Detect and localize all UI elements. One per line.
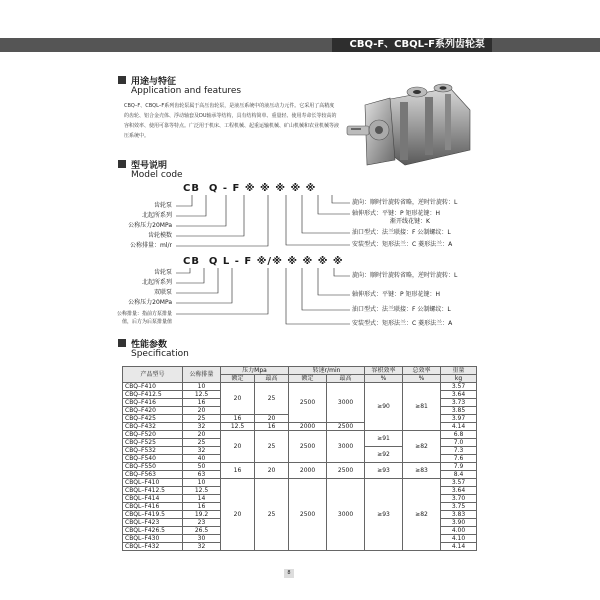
- cbql-model-code: CB Q L - F ※/※ ※ ※ ※ ※: [183, 256, 344, 267]
- cell-vol-eff: ≥93: [365, 463, 403, 479]
- header-rated: 额定: [289, 375, 327, 383]
- cell-model: CBQ–F432: [123, 423, 183, 431]
- cell-model: CBQL–F419.5: [123, 511, 183, 519]
- cbq-left-label: 公称压力20MPa: [128, 222, 172, 229]
- cell-model: CBQL–F432: [123, 543, 183, 551]
- cell-vol-eff: ≥93: [365, 479, 403, 551]
- cell-model: CBQ–F563: [123, 471, 183, 479]
- header-max: 最高: [327, 375, 365, 383]
- cell-vol-eff: ≥92: [365, 447, 403, 463]
- gear-pump-illustration: [345, 80, 475, 175]
- cell-disp: 23: [183, 519, 221, 527]
- table-row: [123, 479, 477, 487]
- cell-weight: 3.64: [441, 391, 477, 399]
- cell-vol-eff: ≥90: [365, 383, 403, 431]
- cell-total-eff: ≥82: [403, 431, 441, 463]
- cbq-left-label: 北起所系列: [141, 212, 172, 219]
- cell-s-max: 2500: [327, 423, 365, 431]
- spec-title-en: Specification: [131, 349, 189, 359]
- cbq-right-label: 渐开线花键：K: [390, 218, 430, 225]
- cell-disp: 20: [183, 407, 221, 415]
- cell-model: CBQ–F425: [123, 415, 183, 423]
- cell-weight: 7.9: [441, 463, 477, 471]
- cbql-left-label: 北起所系列: [141, 279, 172, 286]
- spec-title-zh: 性能参数: [131, 340, 168, 350]
- cell-total-eff: ≥83: [403, 463, 441, 479]
- cell-weight: 3.70: [441, 495, 477, 503]
- header-bar: [0, 38, 600, 52]
- cell-s-max: 2500: [327, 463, 365, 479]
- cbql-right-label: 旋向：顺时针旋转省略，逆时针旋转：L: [352, 272, 458, 279]
- header-model: 产品型号: [123, 367, 183, 383]
- cell-model: CBQL–F416: [123, 503, 183, 511]
- cell-p-rated: 12.5: [221, 423, 255, 431]
- cbql-left-label: 齿轮泵: [153, 269, 172, 276]
- cell-weight: 3.64: [441, 487, 477, 495]
- cell-model: CBQ–F416: [123, 399, 183, 407]
- table-row: [123, 463, 477, 471]
- cell-model: CBQL–F423: [123, 519, 183, 527]
- cell-disp: 10: [183, 479, 221, 487]
- cell-weight: 7.6: [441, 455, 477, 463]
- application-title-en: Application and features: [131, 86, 242, 96]
- cell-p-max: 25: [255, 383, 289, 415]
- cell-s-rated: 2000: [289, 463, 327, 479]
- header-displacement: 公称排量: [183, 367, 221, 383]
- cell-s-rated: 2000: [289, 423, 327, 431]
- header-max: 最高: [255, 375, 289, 383]
- cell-s-rated: 2500: [289, 383, 327, 423]
- cell-disp: 12.5: [183, 391, 221, 399]
- cell-disp: 32: [183, 423, 221, 431]
- cell-p-rated: 16: [221, 463, 255, 479]
- cell-model: CBQ–F420: [123, 407, 183, 415]
- cell-disp: 20: [183, 431, 221, 439]
- cell-disp: 14: [183, 495, 221, 503]
- header-speed: 转速r/min: [289, 367, 365, 375]
- cbq-left-label: 齿轮泵: [153, 202, 172, 209]
- header-total-eff: 总效率: [403, 367, 441, 375]
- cell-total-eff: ≥81: [403, 383, 441, 431]
- header-percent: %: [403, 375, 441, 383]
- cbq-right-label: 旋向：顺时针旋转省略，逆时针旋转：L: [352, 199, 458, 206]
- cell-p-max: 20: [255, 463, 289, 479]
- cell-model: CBQL–F410: [123, 479, 183, 487]
- cell-weight: 8.4: [441, 471, 477, 479]
- specification-table: [122, 366, 477, 551]
- cell-p-max: 25: [255, 431, 289, 463]
- cell-model: CBQ–F532: [123, 447, 183, 455]
- cell-model: CBQ–F410: [123, 383, 183, 391]
- cell-disp: 16: [183, 399, 221, 407]
- model-code-title-zh: 型号说明: [131, 161, 168, 171]
- cell-p-max: 16: [255, 423, 289, 431]
- cell-disp: 40: [183, 455, 221, 463]
- cell-vol-eff: ≥91: [365, 431, 403, 447]
- cell-disp: 25: [183, 415, 221, 423]
- cell-s-rated: 2500: [289, 479, 327, 551]
- cell-p-rated: 20: [221, 431, 255, 463]
- header-kg: kg: [441, 375, 477, 383]
- cbql-right-label: 油口型式：法兰联接：F 公制螺纹：L: [352, 306, 451, 313]
- cell-weight: 3.73: [441, 399, 477, 407]
- cbql-left-label: 公称压力20MPa: [128, 299, 172, 306]
- header-percent: %: [365, 375, 403, 383]
- cell-disp: 32: [183, 543, 221, 551]
- cell-p-rated: 20: [221, 383, 255, 415]
- cell-weight: 4.14: [441, 543, 477, 551]
- table-row: [123, 383, 477, 391]
- cell-model: CBQ–F525: [123, 439, 183, 447]
- cell-weight: 3.57: [441, 383, 477, 391]
- cell-model: CBQL–F414: [123, 495, 183, 503]
- cell-disp: 30: [183, 535, 221, 543]
- cell-model: CBQL–F412.5: [123, 487, 183, 495]
- section-bullet: [118, 160, 126, 168]
- cell-disp: 25: [183, 439, 221, 447]
- application-title-zh: 用途与特征: [131, 77, 177, 87]
- cell-weight: 3.57: [441, 479, 477, 487]
- cell-model: CBQL–F426.5: [123, 527, 183, 535]
- cbq-model-code: CB Q - F ※ ※ ※ ※ ※: [183, 183, 317, 194]
- cell-disp: 19.2: [183, 511, 221, 519]
- cell-s-max: 3000: [327, 479, 365, 551]
- cell-weight: 4.10: [441, 535, 477, 543]
- cell-weight: 4.14: [441, 423, 477, 431]
- cell-disp: 12.5: [183, 487, 221, 495]
- section-bullet: [118, 76, 126, 84]
- model-code-title-en: Model code: [131, 170, 183, 180]
- cell-weight: 3.83: [441, 511, 477, 519]
- cell-weight: 3.85: [441, 407, 477, 415]
- cell-weight: 3.75: [441, 503, 477, 511]
- page-number: 8: [284, 569, 294, 578]
- cell-weight: 3.97: [441, 415, 477, 423]
- cell-p-max: 20: [255, 415, 289, 423]
- cell-weight: 3.90: [441, 519, 477, 527]
- cbq-right-label: 油口型式：法兰联接：F 公制螺纹：L: [352, 229, 451, 236]
- cell-p-max: 25: [255, 479, 289, 551]
- header-vol-eff: 容积效率: [365, 367, 403, 375]
- cell-model: CBQL–F430: [123, 535, 183, 543]
- cell-total-eff: ≥82: [403, 479, 441, 551]
- cell-disp: 32: [183, 447, 221, 455]
- cell-p-rated: 16: [221, 415, 255, 423]
- cbql-left-label: 双联泵: [153, 289, 172, 296]
- cell-disp: 10: [183, 383, 221, 391]
- cell-disp: 26.5: [183, 527, 221, 535]
- cell-weight: 7.0: [441, 439, 477, 447]
- cell-model: CBQ–F412.5: [123, 391, 183, 399]
- application-paragraph: CBQ–F、CBQL–F系列齿轮泵属于高压齿轮泵，是液压系统中的液压动力元件。它采用了高精度的齿轮、铝合金壳体、浮动轴套及DU轴承等结构，具有结构简单、重量轻、使用寿命长等较高的容积效率、使用可靠等特点。广泛用于机床、工程机械、起重运输机械、矿山机械和农业机械等液压系统中。: [124, 103, 340, 139]
- cell-weight: 6.8: [441, 431, 477, 439]
- header-pressure: 压力Mpa: [221, 367, 289, 375]
- cbql-right-label: 安装型式：矩形法兰：C 菱形法兰：A: [352, 320, 453, 327]
- cbql-right-label: 轴伸形式：平键：P 矩形花键：H: [352, 291, 441, 298]
- header-weight: 重量: [441, 367, 477, 375]
- header-rated: 额定: [221, 375, 255, 383]
- cbq-left-label: 公称排量：ml/r: [129, 242, 172, 249]
- cell-model: CBQ–F540: [123, 455, 183, 463]
- cell-model: CBQ–F550: [123, 463, 183, 471]
- cell-s-max: 3000: [327, 431, 365, 463]
- cbq-left-label: 齿轮模数: [147, 232, 172, 239]
- cell-model: CBQ–F520: [123, 431, 183, 439]
- cell-disp: 16: [183, 503, 221, 511]
- cell-weight: 7.3: [441, 447, 477, 455]
- cbq-right-label: 轴伸形式：平键：P 矩形花键：H: [352, 210, 441, 217]
- cell-s-rated: 2500: [289, 431, 327, 463]
- cell-s-max: 3000: [327, 383, 365, 423]
- cell-disp: 50: [183, 463, 221, 471]
- section-bullet: [118, 339, 126, 347]
- table-row: [123, 431, 477, 439]
- cbql-left-label: 值，后方为后泵排量值: [121, 319, 172, 325]
- cbql-left-label: 公称排量：指前方泵排量: [116, 311, 172, 317]
- cbq-right-label: 安装型式：矩形法兰：C 菱形法兰：A: [352, 241, 453, 248]
- cell-p-rated: 20: [221, 479, 255, 551]
- cell-disp: 63: [183, 471, 221, 479]
- cell-weight: 4.00: [441, 527, 477, 535]
- header-title: CBQ-F、CBQL-F系列齿轮泵: [349, 39, 485, 50]
